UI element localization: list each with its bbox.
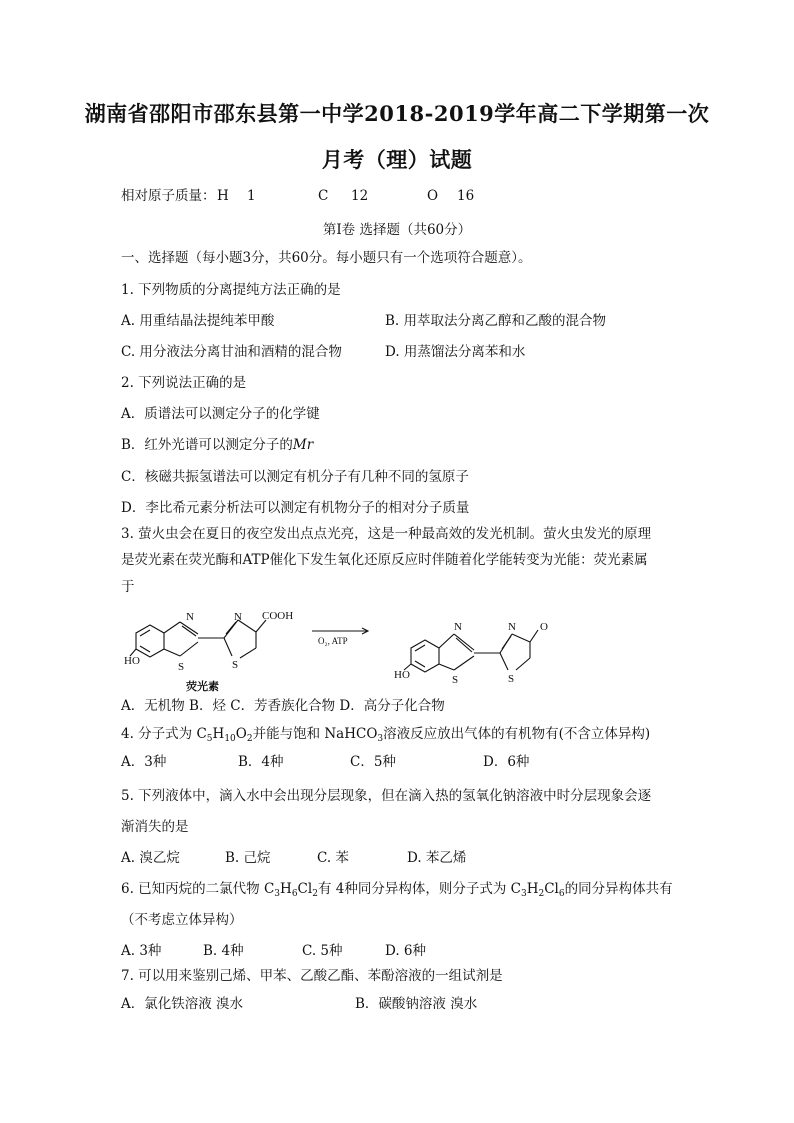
q6-stem-line1	[121, 880, 673, 898]
q4-option-d: D．6种	[483, 754, 530, 770]
q6-s5: 2	[538, 889, 545, 899]
q7-option-b: B．碳酸钠溶液 溴水	[355, 996, 478, 1012]
q1-option-a: A. 用重结晶法提纯苯甲酸	[121, 313, 275, 329]
q4-sub3: 2	[246, 734, 253, 744]
mass-o: 16	[457, 188, 475, 204]
element-c: C	[318, 188, 329, 204]
q5-option-a: A. 溴乙烷	[121, 850, 180, 866]
q6-stem-line2: （不考虑立体异构）	[121, 912, 243, 928]
q5-stem-line1: 5. 下列液体中，滴入水中会出现分层现象，但在滴入热的氢氧化钠溶液中时分层现象会逐	[121, 788, 652, 804]
q4-stem-mid: 并能与饱和 NaHCO	[252, 726, 378, 742]
q6-option-a: A. 3种	[121, 943, 162, 959]
q6-cl2: Cl	[544, 881, 559, 897]
product-cs2-bond	[516, 658, 530, 670]
q6-stem-post: 的同分异构体共有	[564, 881, 673, 897]
atomic-mass-row	[121, 187, 216, 205]
q2-option-b-mr: Mr	[292, 437, 314, 453]
section-heading: 第Ⅰ卷 选择题（共60分）	[322, 222, 472, 238]
q6-s2: 6	[291, 889, 298, 899]
reactant-nc-bond	[180, 622, 198, 634]
arrow-label: O₂, ATP	[318, 636, 348, 646]
q4-option-b: B．4种	[238, 754, 284, 770]
product-double-bond-2	[415, 661, 425, 667]
product-cs3-bond	[500, 653, 508, 670]
reactant-cn-bond	[164, 622, 180, 633]
q6-option-d: D. 6种	[385, 943, 427, 959]
q5-option-c: C. 苯	[317, 850, 349, 866]
q6-h2: H	[526, 881, 539, 897]
reactant-double-bond	[140, 630, 150, 636]
q3-options: A．无机物 B．烃 C．芳香族化合物 D．高分子化合物	[121, 698, 445, 714]
q1-option-d: D. 用蒸馏法分离苯和水	[385, 344, 526, 360]
product-structure	[394, 621, 548, 686]
reactant-cs-bond	[164, 649, 180, 656]
q2-stem: 2. 下列说法正确的是	[121, 375, 247, 391]
q4-stem	[121, 725, 650, 743]
reaction-arrow	[312, 628, 368, 646]
exam-title-line2: 月考（理）试题	[321, 147, 473, 172]
element-o: O	[427, 188, 439, 204]
reactant-benzene-ring	[136, 625, 164, 657]
q1-option-c: C. 用分液法分离甘油和酒精的混合物	[121, 344, 342, 360]
reactant-ho-label: HO	[124, 655, 140, 667]
product-cn2-double	[502, 636, 511, 649]
reactant-n2-label: N	[234, 611, 242, 623]
q5-stem-line2: 渐消失的是	[121, 819, 189, 835]
q6-s3: 2	[312, 889, 318, 899]
q4-sub4: 3	[377, 734, 384, 744]
q3-stem-line1: 3. 萤火虫会在夏日的夜空发出点点光亮，这是一种最高效的发光机制。萤火虫发光的原理	[121, 526, 652, 542]
q1-stem: 1. 下列物质的分离提纯方法正确的是	[121, 282, 341, 298]
q6-option-b: B. 4种	[203, 943, 244, 959]
reactant-double-bond-2	[140, 646, 150, 652]
q2-option-c: C．核磁共振氢谱法可以测定有机分子有几种不同的氢原子	[121, 469, 469, 485]
q6-cl1: Cl	[297, 881, 313, 897]
product-co-bond	[530, 630, 538, 642]
q4-option-a: A．3种	[121, 754, 167, 770]
q6-s6: 6	[558, 889, 565, 899]
reactant-s1-label: S	[178, 661, 185, 673]
q4-option-c: C．5种	[350, 754, 396, 770]
q5-option-d: D. 苯乙烯	[407, 850, 467, 866]
product-benzene-ring	[411, 640, 439, 672]
reaction-svg	[0, 598, 794, 698]
product-s1-label: S	[452, 674, 459, 686]
product-cn-bond	[439, 634, 454, 648]
product-ho-label: HO	[394, 669, 410, 681]
q6-stem-pre: 6. 已知丙烷的二氯代物 C	[121, 881, 275, 897]
product-nc-double	[456, 638, 472, 652]
q4-stem-pre: 4. 分子式为 C	[121, 726, 207, 742]
element-h: H	[217, 188, 229, 204]
q2-option-b	[121, 436, 313, 454]
product-double-bond	[415, 645, 425, 651]
q4-h: H	[212, 726, 225, 742]
reactant-sc-bond	[180, 642, 198, 656]
product-n1-label: N	[454, 621, 462, 633]
section-instruction: 一、选择题（每小题3分，共60分。每小题只有一个选项符合题意）。	[121, 250, 532, 266]
product-s2-label: S	[508, 673, 515, 685]
exam-title-line1: 湖南省邵阳市邵东县第一中学2018-2019学年高二下学期第一次	[84, 101, 710, 126]
product-sc-bond	[454, 656, 474, 670]
reactant-n1-label: N	[186, 611, 194, 623]
q1-option-b: B. 用萃取法分离乙醇和乙酸的混合物	[385, 313, 607, 329]
mass-h: 1	[247, 188, 256, 204]
q6-option-c: C. 5种	[302, 943, 343, 959]
q3-stem-line2: 是荧光素在荧光酶和ATP催化下发生氧化还原反应时伴随着化学能转变为光能：荧光素属	[121, 552, 648, 568]
q4-o: O	[235, 726, 247, 742]
luciferin-reaction-diagram	[0, 598, 794, 698]
q6-h1: H	[280, 881, 292, 897]
q6-s4: 3	[520, 889, 527, 899]
atomic-mass-label: 相对原子质量：	[121, 188, 216, 204]
product-o-label: O	[540, 621, 548, 633]
q2-option-d: D．李比希元素分析法可以测定有机物分子的相对分子质量	[121, 500, 470, 516]
q7-stem: 7. 可以用来鉴别己烯、甲苯、乙酸乙酯、苯酚溶液的一组试剂是	[121, 968, 503, 984]
q2-option-b-text: B．红外光谱可以测定分子的	[121, 437, 293, 453]
reactant-s2-label: S	[232, 659, 239, 671]
q6-s1: 3	[274, 889, 281, 899]
product-nc3-bond	[512, 634, 530, 642]
reactant-cooh-label: COOH	[262, 610, 294, 622]
q5-option-b: B. 己烷	[225, 850, 271, 866]
reactant-cs3-bond	[224, 638, 232, 656]
reactant-cs2-bond	[240, 648, 256, 658]
product-n2-label: N	[508, 621, 516, 633]
q2-option-a: A．质谱法可以测定分子的化学键	[121, 406, 320, 422]
reactant-structure	[124, 610, 293, 693]
luciferin-label: 荧光素	[186, 680, 219, 693]
reactant-cn2-double	[226, 622, 236, 634]
q4-stem-post: 溶液反应放出气体的有机物有(不含立体异构)	[383, 726, 651, 742]
q7-option-a: A．氯化铁溶液 溴水	[121, 996, 244, 1012]
product-cs-bond	[439, 664, 454, 670]
q4-sub2: 10	[224, 734, 236, 744]
q3-stem-line3: 于	[121, 579, 135, 595]
q4-sub1: 5	[206, 734, 213, 744]
q6-stem-mid: 有 4种同分异构体，则分子式为 C	[317, 881, 521, 897]
product-nc-bond	[454, 634, 474, 650]
mass-c: 12	[351, 188, 369, 204]
